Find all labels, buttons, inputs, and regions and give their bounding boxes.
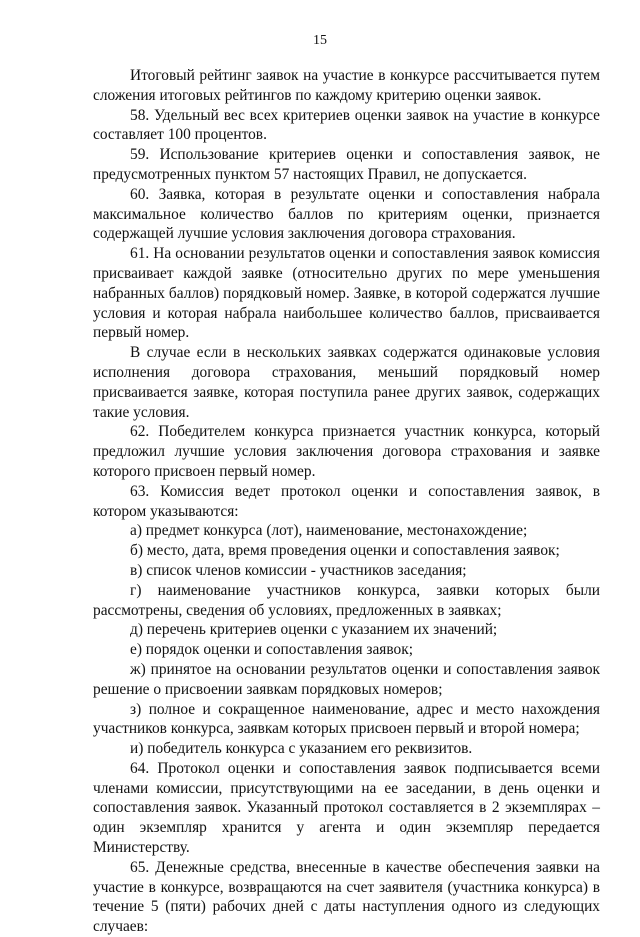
paragraph-58: 58. Удельный вес всех критериев оценки заявок на участие в конкурсе составляет 100 процентов. — [93, 106, 600, 144]
paragraph-61: 61. На основании результатов оценки и сопоставления заявок комиссия присваивает каждой заявке (относительно других по мере уменьшения набранных баллов) порядковый номер. Заявке, в которой содержатся лучшие условия и которая набрала наибольшее количество баллов, присваивается первый номер. — [93, 245, 600, 342]
list-item-zh: ж) принятое на основании результатов оценки и сопоставления заявок решение о присвоении заявкам порядковых номеров; — [93, 660, 600, 698]
paragraph-62: 62. Победителем конкурса признается участник конкурса, который предложил лучшие условия заключения договора страхования и заявке которого присвоен первый номер. — [93, 423, 600, 480]
paragraph-61-continued: В случае если в нескольких заявках содержатся одинаковые условия исполнения договора страхования, меньший порядковый номер присваивается заявке, которая поступила ранее других заявок, содержащих такие условия. — [93, 344, 600, 421]
page-number: 15 — [313, 33, 327, 48]
paragraph-59: 59. Использование критериев оценки и сопоставления заявок, не предусмотренных пунктом 57 настоящих Правил, не допускается. — [93, 146, 600, 183]
list-item-d: д) перечень критериев оценки с указанием их значений; — [130, 621, 498, 639]
list-item-b: б) место, дата, время проведения оценки и сопоставления заявок; — [130, 542, 560, 560]
list-item-z: з) полное и сокращенное наименование, адрес и место нахождения участников конкурса, заявкам которых присвоен первый и второй номера; — [93, 700, 600, 738]
paragraph-65: 65. Денежные средства, внесенные в качестве обеспечения заявки на участие в конкурсе, возвращаются на счет заявителя (участника конкурса) в течение 5 (пяти) рабочих дней с даты наступления одного из следующих случаев: — [93, 858, 600, 936]
paragraph-rating-summary: Итоговый рейтинг заявок на участие в конкурсе рассчитывается путем сложения итоговых рейтингов по каждому критерию оценки заявок. — [93, 67, 600, 104]
paragraph-63: 63. Комиссия ведет протокол оценки и сопоставления заявок, в котором указываются: — [93, 482, 600, 520]
paragraph-64: 64. Протокол оценки и сопоставления заявок подписывается всеми членами комиссии, присутствующими на ее заседании, в день оценки и сопоставления заявок. Указанный протокол составляется в 2 экземплярах – один экземпляр хранится у агента и один экземпляр передается Министерству. — [93, 759, 600, 857]
list-item-v: в) список членов комиссии - участников заседания; — [130, 561, 467, 579]
document-body — [93, 66, 600, 937]
paragraph-60: 60. Заявка, которая в результате оценки и сопоставления набрала максимальное количество баллов по критериям оценки, признается содержащей лучшие условия заключения договора страхования. — [93, 185, 600, 243]
list-item-e: е) порядок оценки и сопоставления заявок; — [130, 641, 413, 659]
list-item-g: г) наименование участников конкурса, заявки которых были рассмотрены, сведения об условиях, предложенных в заявках; — [93, 581, 600, 619]
list-item-a: а) предмет конкурса (лот), наименование, местонахождение; — [130, 522, 528, 540]
list-item-i: и) победитель конкурса с указанием его реквизитов. — [130, 740, 473, 758]
